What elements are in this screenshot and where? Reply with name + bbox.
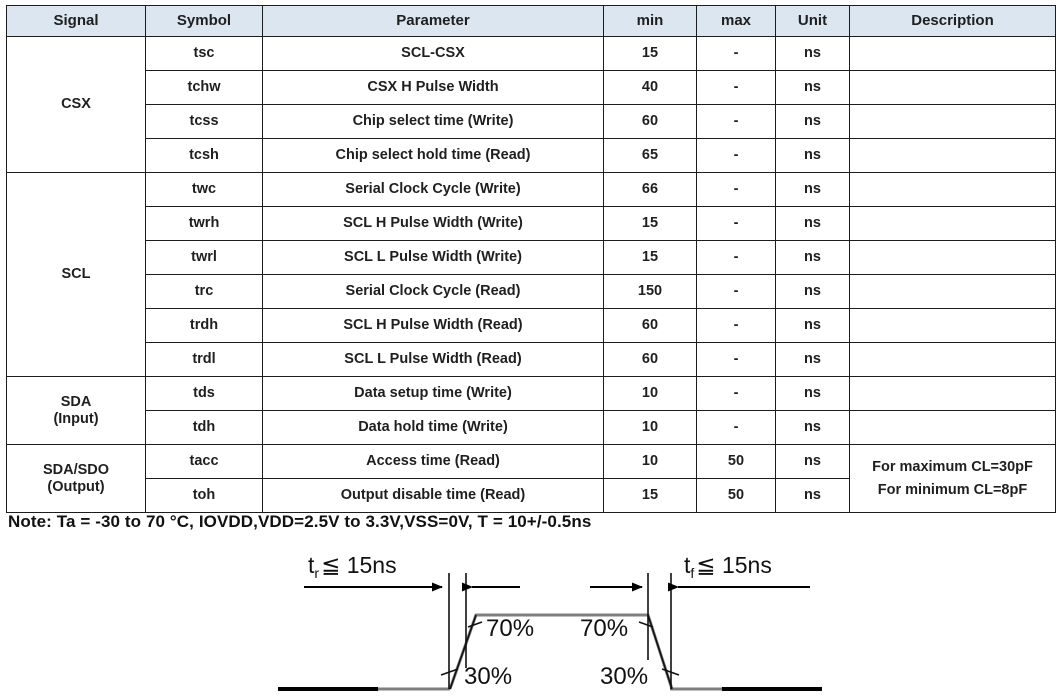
column-header-symbol: Symbol — [146, 6, 263, 37]
unit-cell: ns — [776, 207, 850, 241]
max-cell: 50 — [697, 479, 776, 513]
parameter-cell: SCL L Pulse Width (Write) — [263, 241, 604, 275]
parameter-cell: SCL L Pulse Width (Read) — [263, 343, 604, 377]
description-cell — [850, 207, 1056, 241]
max-cell: - — [697, 275, 776, 309]
parameter-cell: CSX H Pulse Width — [263, 71, 604, 105]
signal-group-sda-sdo-output — [7, 445, 146, 513]
symbol-cell: tdh — [146, 411, 263, 445]
symbol-cell: tchw — [146, 71, 263, 105]
unit-cell: ns — [776, 241, 850, 275]
level-label-30-left: 30% — [464, 663, 513, 690]
unit-cell: ns — [776, 37, 850, 71]
parameter-cell: Data hold time (Write) — [263, 411, 604, 445]
max-cell: 50 — [697, 445, 776, 479]
signal-label-sub: (Input) — [53, 410, 99, 427]
column-header-unit: Unit — [776, 6, 850, 37]
table-row — [7, 105, 1056, 139]
signal-label-sub: (Output) — [47, 478, 105, 495]
svg-text:tf≦ 15ns — [684, 552, 772, 581]
min-cell: 60 — [604, 309, 697, 343]
description-line-2: For minimum CL=8pF — [877, 481, 1028, 498]
level-tick-70-left — [468, 622, 482, 627]
rise-label-base: t — [308, 552, 315, 578]
symbol-cell: toh — [146, 479, 263, 513]
max-cell: - — [697, 37, 776, 71]
symbol-cell: tacc — [146, 445, 263, 479]
min-cell: 60 — [604, 343, 697, 377]
min-cell: 15 — [604, 241, 697, 275]
level-label-30-right: 30% — [600, 663, 649, 690]
min-cell: 10 — [604, 411, 697, 445]
max-cell: - — [697, 173, 776, 207]
table-row — [7, 241, 1056, 275]
min-cell: 15 — [604, 479, 697, 513]
table-header-row — [7, 6, 1056, 37]
min-cell: 65 — [604, 139, 697, 173]
min-cell: 10 — [604, 445, 697, 479]
timing-spec-table-container — [6, 5, 1055, 513]
unit-cell: ns — [776, 445, 850, 479]
parameter-cell: Chip select time (Write) — [263, 105, 604, 139]
symbol-cell: tcss — [146, 105, 263, 139]
rise-fall-timing-diagram — [270, 548, 830, 700]
min-cell: 40 — [604, 71, 697, 105]
description-cell — [850, 309, 1056, 343]
parameter-cell: Chip select hold time (Read) — [263, 139, 604, 173]
signal-label: SDA/SDO — [42, 461, 110, 478]
table-row — [7, 377, 1056, 411]
table-row — [7, 275, 1056, 309]
symbol-cell: trdl — [146, 343, 263, 377]
rise-time-label — [308, 552, 397, 581]
max-cell: - — [697, 105, 776, 139]
level-label-70-left: 70% — [486, 615, 535, 642]
parameter-cell: SCL H Pulse Width (Write) — [263, 207, 604, 241]
unit-cell: ns — [776, 479, 850, 513]
unit-cell: ns — [776, 343, 850, 377]
rise-label-rest: ≦ 15ns — [321, 552, 397, 578]
description-cell — [850, 139, 1056, 173]
unit-cell: ns — [776, 71, 850, 105]
symbol-cell: twc — [146, 173, 263, 207]
max-cell: - — [697, 411, 776, 445]
description-cell — [850, 275, 1056, 309]
column-header-max: max — [697, 6, 776, 37]
description-cell — [850, 241, 1056, 275]
symbol-cell: tcsh — [146, 139, 263, 173]
column-header-description: Description — [850, 6, 1056, 37]
min-cell: 10 — [604, 377, 697, 411]
unit-cell: ns — [776, 309, 850, 343]
parameter-cell: Data setup time (Write) — [263, 377, 604, 411]
signal-group-scl — [7, 173, 146, 377]
max-cell: - — [697, 309, 776, 343]
description-cell — [850, 173, 1056, 207]
table-row — [7, 343, 1056, 377]
symbol-cell: twrh — [146, 207, 263, 241]
svg-text:tr≦ 15ns — [308, 552, 397, 581]
table-row — [7, 207, 1056, 241]
max-cell: - — [697, 139, 776, 173]
min-cell: 66 — [604, 173, 697, 207]
min-cell: 60 — [604, 105, 697, 139]
table-row — [7, 37, 1056, 71]
description-cell — [850, 377, 1056, 411]
description-cell — [850, 105, 1056, 139]
unit-cell: ns — [776, 377, 850, 411]
timing-spec-table — [6, 5, 1056, 513]
description-line-1: For maximum CL=30pF — [872, 459, 1033, 476]
max-cell: - — [697, 207, 776, 241]
parameter-cell: Serial Clock Cycle (Write) — [263, 173, 604, 207]
signal-group-csx — [7, 37, 146, 173]
min-cell: 15 — [604, 207, 697, 241]
description-cell — [850, 411, 1056, 445]
max-cell: - — [697, 71, 776, 105]
column-header-signal: Signal — [7, 6, 146, 37]
unit-cell: ns — [776, 139, 850, 173]
signal-group-sda-input — [7, 377, 146, 445]
fall-label-base: t — [684, 552, 691, 578]
fall-label-subscript: f — [690, 565, 695, 581]
signal-label: SDA — [60, 393, 92, 410]
unit-cell: ns — [776, 275, 850, 309]
table-row — [7, 71, 1056, 105]
symbol-cell: trc — [146, 275, 263, 309]
parameter-cell: Output disable time (Read) — [263, 479, 604, 513]
fall-label-rest: ≦ 15ns — [696, 552, 772, 578]
unit-cell: ns — [776, 411, 850, 445]
table-header — [7, 6, 1056, 37]
fall-time-label — [684, 552, 772, 581]
note-text: Note: Ta = -30 to 70 °C, IOVDD,VDD=2.5V to 3.3V,VSS=0V, T = 10+/-0.5ns — [8, 512, 592, 531]
description-cell-merged — [850, 445, 1056, 513]
column-header-min: min — [604, 6, 697, 37]
min-cell: 150 — [604, 275, 697, 309]
max-cell: - — [697, 343, 776, 377]
parameter-cell: Access time (Read) — [263, 445, 604, 479]
min-cell: 15 — [604, 37, 697, 71]
max-cell: - — [697, 241, 776, 275]
table-row — [7, 445, 1056, 479]
description-cell — [850, 71, 1056, 105]
unit-cell: ns — [776, 105, 850, 139]
symbol-cell: twrl — [146, 241, 263, 275]
column-header-parameter: Parameter — [263, 6, 604, 37]
unit-cell: ns — [776, 173, 850, 207]
table-row — [7, 173, 1056, 207]
rise-label-subscript: r — [314, 565, 320, 581]
description-cell — [850, 37, 1056, 71]
symbol-cell: tds — [146, 377, 263, 411]
symbol-cell: tsc — [146, 37, 263, 71]
signal-label: CSX — [61, 96, 91, 113]
table-body — [7, 37, 1056, 513]
parameter-cell: Serial Clock Cycle (Read) — [263, 275, 604, 309]
table-row — [7, 309, 1056, 343]
table-row — [7, 411, 1056, 445]
signal-label: SCL — [61, 266, 91, 283]
symbol-cell: trdh — [146, 309, 263, 343]
level-label-70-right: 70% — [580, 615, 629, 642]
description-cell — [850, 343, 1056, 377]
table-row — [7, 139, 1056, 173]
max-cell: - — [697, 377, 776, 411]
parameter-cell: SCL-CSX — [263, 37, 604, 71]
parameter-cell: SCL H Pulse Width (Read) — [263, 309, 604, 343]
